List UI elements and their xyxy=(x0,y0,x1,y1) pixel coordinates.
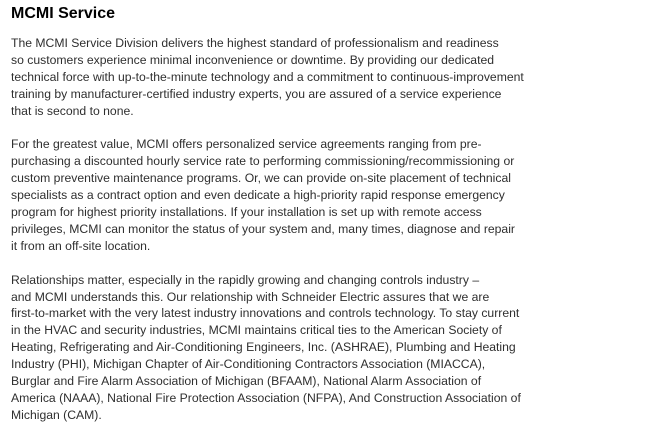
intro-paragraph xyxy=(11,35,581,120)
service-agreements-paragraph xyxy=(11,136,581,254)
paragraph-line: technical force with up-to-the-minute technology and a commitment to continuous-improvement xyxy=(11,69,524,84)
page-title: MCMI Service xyxy=(11,5,116,22)
paragraph-line: For the greatest value, MCMI offers personalized service agreements ranging from pre- xyxy=(11,137,482,152)
paragraph-line: training by manufacturer-certified industry experts, you are assured of a service experience xyxy=(11,86,502,101)
paragraph-line: privileges, MCMI can monitor the status of your system and, many times, diagnose and repair xyxy=(11,221,515,236)
paragraph-line: program for highest priority installations. If your installation is set up with remote access xyxy=(11,205,482,220)
paragraph-line: that is second to none. xyxy=(11,103,134,118)
paragraph-line: Burglar and Fire Alarm Association of Michigan (BFAAM), National Alarm Association of xyxy=(11,374,482,389)
paragraph-line: The MCMI Service Division delivers the highest standard of professionalism and readiness xyxy=(11,36,499,50)
paragraph-line: specialists as a contract option and even dedicate a high-priority rapid response emergency xyxy=(11,188,505,203)
paragraph-line: Relationships matter, especially in the rapidly growing and changing controls industry – xyxy=(11,272,480,287)
service-page xyxy=(11,4,581,441)
paragraph-line: Industry (PHI), Michigan Chapter of Air-Conditioning Contractors Association (MIACCA), xyxy=(11,357,486,372)
paragraph-line: Michigan (CAM). xyxy=(11,407,102,422)
paragraph-line: first-to-market with the very latest industry innovations and controls technology. To stay current xyxy=(11,306,520,321)
paragraph-line: America (NAAA), National Fire Protection Association (NFPA), And Construction Association of xyxy=(11,391,521,405)
paragraph-line: in the HVAC and security industries, MCMI maintains critical ties to the American Society of xyxy=(11,323,502,338)
paragraph-line: Heating, Refrigerating and Air-Conditioning Engineers, Inc. (ASHRAE), Plumbing and Heating xyxy=(11,340,516,355)
paragraph-line: purchasing a discounted hourly service rate to performing commissioning/recommissioning or xyxy=(11,154,515,169)
relationships-paragraph xyxy=(11,272,581,424)
paragraph-line: custom preventive maintenance programs. Or, we can provide on-site placement of technical xyxy=(11,171,511,186)
paragraph-line: it from an off-site location. xyxy=(11,238,151,253)
paragraph-line: so customers experience minimal inconvenience or downtime. By providing our dedicated xyxy=(11,52,495,67)
paragraph-line: and MCMI understands this. Our relationship with Schneider Electric assures that we are xyxy=(11,289,490,304)
